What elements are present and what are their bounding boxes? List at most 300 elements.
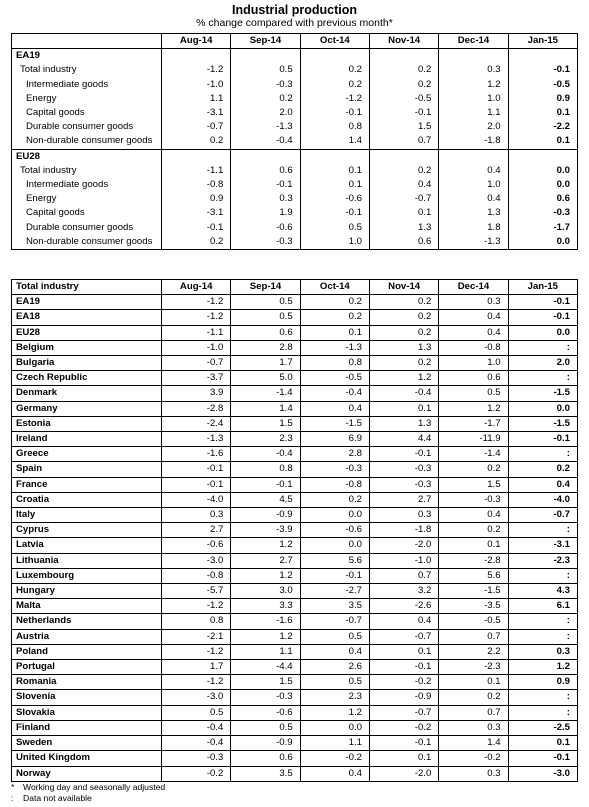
value-cell: 0.7 [439,629,508,644]
value-cell: 0.2 [300,78,369,92]
value-cell: : [508,568,577,583]
value-cell: 3.5 [300,599,369,614]
column-header: Aug-14 [162,280,231,295]
table-row [12,690,578,705]
value-cell: -1.5 [439,584,508,599]
row-label: Non-durable consumer goods [12,134,162,149]
value-cell: 2.0 [231,106,300,120]
value-cell: -4.4 [231,660,300,675]
value-cell: -0.2 [162,766,231,781]
value-cell: -5.7 [162,584,231,599]
value-cell: 0.0 [508,325,577,340]
value-cell: -3.0 [162,690,231,705]
value-cell: 0.4 [369,614,438,629]
value-cell: -1.7 [439,416,508,431]
value-cell: -3.0 [508,766,577,781]
value-cell: -1.0 [162,340,231,355]
value-cell: 0.5 [231,63,300,77]
value-cell: 6.1 [508,599,577,614]
value-cell: 1.7 [162,660,231,675]
country-table-header-label: Total industry [12,280,162,295]
value-cell: -0.1 [508,63,577,77]
value-cell: 0.4 [508,477,577,492]
value-cell: -3.9 [231,523,300,538]
table-row [12,432,578,447]
value-cell: -0.1 [162,462,231,477]
value-cell: 0.2 [162,134,231,149]
value-cell: 0.2 [300,492,369,507]
footnote-symbol: : [11,792,14,803]
column-header: Nov-14 [369,34,438,49]
row-label: Estonia [12,416,162,431]
row-label: EA19 [12,295,162,310]
value-cell: 0.1 [508,106,577,120]
value-cell: -1.6 [162,447,231,462]
page-subtitle: % change compared with previous month* [196,17,393,29]
row-label: Croatia [12,492,162,507]
value-cell: -1.5 [508,386,577,401]
value-cell: -0.8 [300,477,369,492]
column-header: Jan-15 [508,34,577,49]
value-cell: -0.1 [508,310,577,325]
table-row [12,766,578,781]
value-cell: : [508,705,577,720]
table-row [12,63,578,77]
country-table [11,279,578,782]
value-cell: 4.4 [369,432,438,447]
empty-cell [508,49,577,64]
value-cell: -0.9 [231,736,300,751]
value-cell: 0.1 [439,675,508,690]
value-cell: 0.6 [508,192,577,206]
value-cell: -0.3 [231,78,300,92]
table-row [12,660,578,675]
value-cell: -2.1 [162,629,231,644]
value-cell: -0.1 [508,295,577,310]
value-cell: 0.6 [231,751,300,766]
value-cell: -2.0 [369,766,438,781]
row-label: Bulgaria [12,356,162,371]
value-cell: -0.3 [369,477,438,492]
table-row [12,614,578,629]
value-cell: 0.7 [369,568,438,583]
table-row [12,356,578,371]
value-cell: 1.5 [231,416,300,431]
row-label: Intermediate goods [12,78,162,92]
value-cell: 1.3 [369,416,438,431]
value-cell: -0.3 [508,206,577,220]
value-cell: 0.1 [369,206,438,220]
value-cell: -0.1 [300,206,369,220]
value-cell: 1.2 [508,660,577,675]
value-cell: -0.3 [300,462,369,477]
value-cell: 0.2 [369,325,438,340]
value-cell: 3.2 [369,584,438,599]
value-cell: 0.5 [300,675,369,690]
value-cell: 2.7 [162,523,231,538]
table-row [12,523,578,538]
table-row [12,192,578,206]
value-cell: 0.6 [231,164,300,178]
value-cell: 0.3 [231,192,300,206]
value-cell: : [508,447,577,462]
row-label: Energy [12,92,162,106]
value-cell: -1.4 [231,386,300,401]
table-row [12,178,578,192]
value-cell: 0.3 [439,720,508,735]
row-label: Netherlands [12,614,162,629]
column-header: Sep-14 [231,280,300,295]
value-cell: 0.3 [369,508,438,523]
value-cell: 1.2 [439,78,508,92]
row-label: Czech Republic [12,371,162,386]
country-table-header-row [12,280,578,295]
column-header: Jan-15 [508,280,577,295]
value-cell: -1.2 [162,63,231,77]
table-row [12,310,578,325]
table-row [12,416,578,431]
value-cell: -0.3 [439,492,508,507]
value-cell: 0.2 [231,92,300,106]
sector-table-header-row [12,34,578,49]
value-cell: : [508,629,577,644]
table-row [12,492,578,507]
value-cell: 0.2 [439,462,508,477]
value-cell: 4.5 [231,492,300,507]
row-label: Hungary [12,584,162,599]
value-cell: 0.4 [439,325,508,340]
value-cell: -2.6 [369,599,438,614]
value-cell: 2.8 [300,447,369,462]
column-header: Sep-14 [231,34,300,49]
value-cell: -0.1 [162,221,231,235]
value-cell: 0.3 [162,508,231,523]
value-cell: -3.1 [162,106,231,120]
value-cell: 0.2 [300,63,369,77]
value-cell: 0.7 [439,705,508,720]
value-cell: 1.1 [162,92,231,106]
value-cell: -0.1 [162,477,231,492]
column-header: Dec-14 [439,280,508,295]
value-cell: -2.2 [508,120,577,134]
table-row [12,164,578,178]
value-cell: -0.1 [369,106,438,120]
row-label: Slovenia [12,690,162,705]
value-cell: : [508,371,577,386]
column-header: Aug-14 [162,34,231,49]
value-cell: -0.2 [300,751,369,766]
row-label: Ireland [12,432,162,447]
value-cell: : [508,340,577,355]
value-cell: -0.1 [231,477,300,492]
value-cell: -0.6 [231,705,300,720]
value-cell: -0.4 [231,447,300,462]
value-cell: 0.1 [300,164,369,178]
row-label: Norway [12,766,162,781]
value-cell: -1.2 [162,310,231,325]
value-cell: 1.2 [439,401,508,416]
value-cell: 1.7 [231,356,300,371]
value-cell: 3.5 [231,766,300,781]
value-cell: 0.1 [300,325,369,340]
value-cell: -0.4 [300,386,369,401]
value-cell: 0.5 [231,310,300,325]
value-cell: 1.0 [439,178,508,192]
value-cell: -0.5 [508,78,577,92]
value-cell: -11.9 [439,432,508,447]
value-cell: -1.0 [369,553,438,568]
table-row [12,568,578,583]
table-row [12,78,578,92]
value-cell: 0.1 [369,401,438,416]
row-label: Latvia [12,538,162,553]
value-cell: 0.2 [439,523,508,538]
group-row [12,49,578,64]
value-cell: 0.6 [439,371,508,386]
value-cell: 1.1 [231,644,300,659]
footnote [11,793,165,804]
row-label: EU28 [12,325,162,340]
page-title: Industrial production [232,3,357,17]
value-cell: -0.5 [439,614,508,629]
value-cell: -1.8 [369,523,438,538]
value-cell: : [508,523,577,538]
value-cell: -0.7 [369,192,438,206]
table-row [12,447,578,462]
value-cell: -0.8 [162,568,231,583]
table-row [12,751,578,766]
value-cell: 2.7 [369,492,438,507]
value-cell: 0.3 [439,63,508,77]
value-cell: 0.5 [231,720,300,735]
value-cell: 0.0 [300,538,369,553]
value-cell: 0.6 [369,235,438,250]
value-cell: 2.8 [231,340,300,355]
value-cell: 5.6 [439,568,508,583]
table-row [12,206,578,220]
value-cell: -1.3 [231,120,300,134]
row-label: Austria [12,629,162,644]
value-cell: -0.4 [162,720,231,735]
value-cell: 0.1 [369,751,438,766]
value-cell: -2.8 [439,553,508,568]
value-cell: -1.3 [162,432,231,447]
value-cell: 0.5 [439,386,508,401]
value-cell: -2.3 [439,660,508,675]
value-cell: -0.1 [369,736,438,751]
value-cell: -3.1 [508,538,577,553]
value-cell: -1.4 [439,447,508,462]
value-cell: 0.8 [162,614,231,629]
value-cell: 0.2 [162,235,231,250]
row-label: France [12,477,162,492]
value-cell: 1.5 [439,477,508,492]
sector-table [11,33,578,250]
value-cell: -0.9 [231,508,300,523]
row-label: Italy [12,508,162,523]
value-cell: -1.1 [162,164,231,178]
value-cell: -2.5 [508,720,577,735]
table-row [12,386,578,401]
value-cell: -0.9 [369,690,438,705]
value-cell: 0.2 [369,63,438,77]
row-label: Capital goods [12,206,162,220]
empty-cell [162,49,231,64]
empty-cell [439,149,508,164]
value-cell: 0.1 [508,736,577,751]
row-label: Belgium [12,340,162,355]
value-cell: -0.3 [231,690,300,705]
value-cell: -0.2 [369,720,438,735]
value-cell: 1.2 [231,629,300,644]
value-cell: 1.2 [300,705,369,720]
empty-cell [231,149,300,164]
value-cell: 2.3 [300,690,369,705]
table-row [12,477,578,492]
value-cell: 4.3 [508,584,577,599]
value-cell: 0.5 [300,221,369,235]
value-cell: 0.3 [439,295,508,310]
value-cell: 0.4 [439,192,508,206]
value-cell: -1.2 [300,92,369,106]
table-row [12,599,578,614]
value-cell: 0.1 [369,644,438,659]
value-cell: -0.7 [508,508,577,523]
table-row [12,705,578,720]
value-cell: 3.0 [231,584,300,599]
row-label: Luxembourg [12,568,162,583]
value-cell: 1.5 [231,675,300,690]
value-cell: -0.4 [369,386,438,401]
value-cell: 0.5 [231,295,300,310]
value-cell: -0.1 [231,178,300,192]
value-cell: -1.2 [162,644,231,659]
value-cell: 2.2 [439,644,508,659]
value-cell: -0.7 [300,614,369,629]
value-cell: -0.6 [231,221,300,235]
value-cell: 0.2 [369,78,438,92]
value-cell: 0.2 [300,295,369,310]
row-label: Total industry [12,164,162,178]
value-cell: 1.5 [369,120,438,134]
value-cell: -1.2 [162,295,231,310]
value-cell: -4.0 [162,492,231,507]
row-label: United Kingdom [12,751,162,766]
value-cell: -1.7 [508,221,577,235]
value-cell: 0.2 [369,164,438,178]
value-cell: -3.0 [162,553,231,568]
value-cell: -0.1 [300,568,369,583]
value-cell: -3.7 [162,371,231,386]
value-cell: 1.3 [369,221,438,235]
value-cell: 0.3 [439,766,508,781]
row-label: Sweden [12,736,162,751]
value-cell: 1.4 [439,736,508,751]
value-cell: -2.0 [369,538,438,553]
row-label: Energy [12,192,162,206]
footnote-text: Working day and seasonally adjusted [23,782,166,792]
column-header: Dec-14 [439,34,508,49]
row-label: Capital goods [12,106,162,120]
value-cell: 5.6 [300,553,369,568]
value-cell: 1.4 [231,401,300,416]
value-cell: 0.4 [300,766,369,781]
table-row [12,325,578,340]
table-row [12,553,578,568]
value-cell: 0.7 [369,134,438,149]
table-row [12,629,578,644]
value-cell: 0.0 [508,164,577,178]
value-cell: -4.0 [508,492,577,507]
footnote [11,782,165,793]
value-cell: 0.4 [439,508,508,523]
table-row [12,401,578,416]
value-cell: 0.5 [300,629,369,644]
value-cell: 0.4 [439,310,508,325]
table-row [12,235,578,250]
value-cell: 0.0 [300,720,369,735]
row-label: Intermediate goods [12,178,162,192]
table-row [12,120,578,134]
value-cell: -0.6 [162,538,231,553]
value-cell: 3.9 [162,386,231,401]
value-cell: -0.6 [300,192,369,206]
value-cell: -1.0 [162,78,231,92]
value-cell: 0.1 [439,538,508,553]
value-cell: 0.4 [439,164,508,178]
table-row [12,720,578,735]
value-cell: 1.9 [231,206,300,220]
value-cell: 6.9 [300,432,369,447]
row-label: Germany [12,401,162,416]
value-cell: 0.5 [162,705,231,720]
value-cell: -0.2 [439,751,508,766]
row-label: EA18 [12,310,162,325]
row-label: Durable consumer goods [12,120,162,134]
value-cell: -2.7 [300,584,369,599]
table-row [12,106,578,120]
table-row [12,295,578,310]
empty-cell [439,49,508,64]
value-cell: -0.3 [231,235,300,250]
value-cell: -1.1 [162,325,231,340]
value-cell: 0.0 [508,401,577,416]
column-header: Oct-14 [300,280,369,295]
row-label: Durable consumer goods [12,221,162,235]
value-cell: -0.1 [508,751,577,766]
value-cell: -0.1 [508,432,577,447]
value-cell: 1.0 [439,356,508,371]
value-cell: 2.0 [508,356,577,371]
value-cell: -1.2 [162,675,231,690]
table-row [12,584,578,599]
table-row [12,675,578,690]
table-row [12,92,578,106]
value-cell: 0.3 [508,644,577,659]
value-cell: -1.3 [300,340,369,355]
empty-cell [300,49,369,64]
table-row [12,508,578,523]
row-label: Finland [12,720,162,735]
empty-cell [369,49,438,64]
table-row [12,736,578,751]
row-label: Malta [12,599,162,614]
value-cell: 0.6 [231,325,300,340]
value-cell: 0.4 [300,644,369,659]
value-cell: -0.4 [231,134,300,149]
table-row [12,371,578,386]
value-cell: 0.9 [508,92,577,106]
